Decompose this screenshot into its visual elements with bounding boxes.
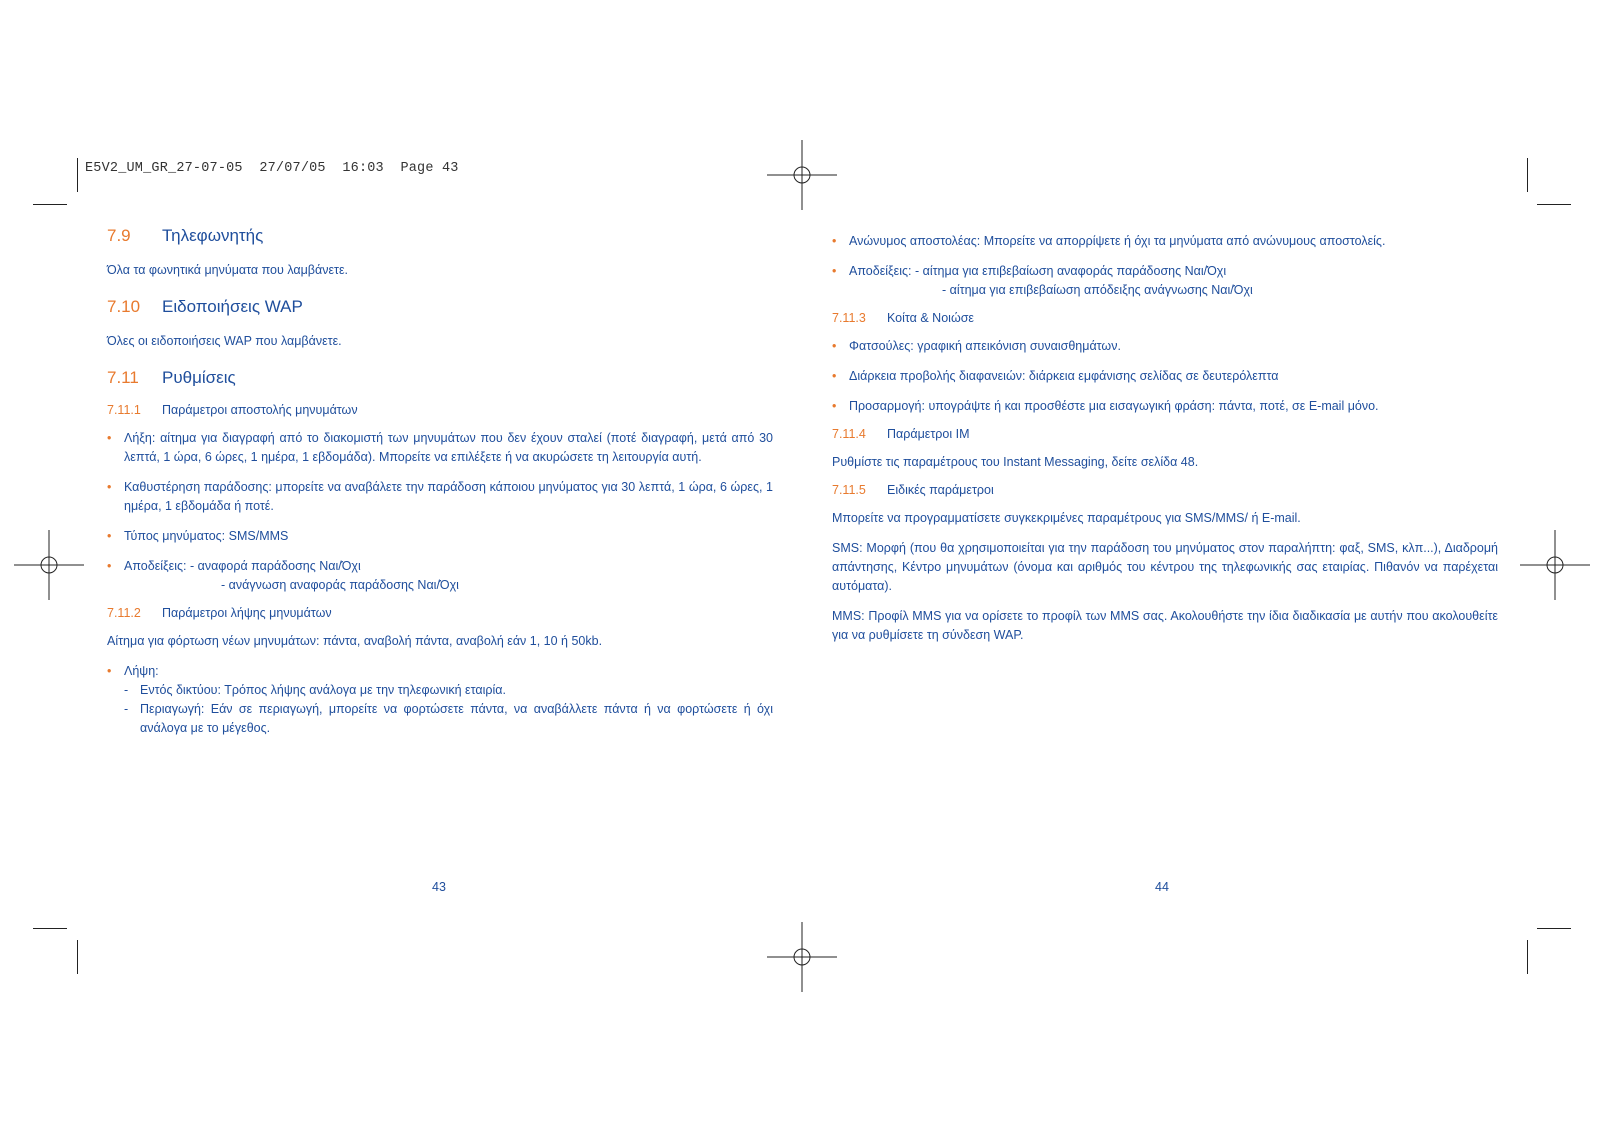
crop-mark [77,158,78,192]
page-number: 44 [1155,880,1169,894]
dash-item: - Εντός δικτύου: Τρόπος λήψης ανάλογα με την τηλεφωνική εταιρία. [107,681,773,700]
bullet-item: • Φατσούλες: γραφική απεικόνιση συναισθημάτων. [832,337,1498,356]
dash-item: - Περιαγωγή: Εάν σε περιαγωγή, μπορείτε να φορτώσετε πάντα, να αναβάλλετε πάντα ή να φορτώσετε ή όχι ανάλογα με το μέγεθος. [107,700,773,738]
paragraph: Ρυθμίστε τις παραμέτρους του Instant Messaging, δείτε σελίδα 48. [832,455,1199,469]
left-page-column [107,226,773,738]
paragraph: Αίτημα για φόρτωση νέων μηνυμάτων: πάντα, αναβολή πάντα, αναβολή εάν 1, 10 ή 50kb. [107,634,603,648]
paragraph: Όλες οι ειδοποιήσεις WAP που λαμβάνετε. [107,334,342,348]
registration-mark [767,922,837,992]
subsection-heading: 7.11.2 Παράμετροι λήψης μηνυμάτων [107,606,332,620]
print-slug: E5V2_UM_GR_27-07-05 27/07/05 16:03 Page 43 [85,161,459,176]
crop-mark [33,204,67,205]
bullet-item: • Τύπος μηνύματος: SMS/MMS [107,527,773,546]
right-page-column [832,232,1498,656]
section-heading: 7.11 Ρυθμίσεις [107,368,236,387]
subsection-heading: 7.11.1 Παράμετροι αποστολής μηνυμάτων [107,403,358,417]
crop-mark [1527,940,1528,974]
registration-mark [1520,530,1590,600]
paragraph: Όλα τα φωνητικά μηνύματα που λαμβάνετε. [107,263,349,277]
paragraph: Μπορείτε να προγραμματίσετε συγκεκριμένες παραμέτρους για SMS/MMS/ ή E-mail. [832,511,1301,525]
crop-mark [77,940,78,974]
registration-mark [14,530,84,600]
bullet-item: • Προσαρμογή: υπογράψτε ή και προσθέστε μια εισαγωγική φράση: πάντα, ποτέ, σε E-mail μόνο. [832,397,1498,416]
bullet-item: • Διάρκεια προβολής διαφανειών: διάρκεια εμφάνισης σελίδας σε δευτερόλεπτα [832,367,1498,386]
page-number: 43 [432,880,446,894]
section-heading: 7.9 Τηλεφωνητής [107,226,264,245]
crop-mark [33,928,67,929]
bullet-item [832,262,1498,300]
section-heading: 7.10 Ειδοποιήσεις WAP [107,297,303,316]
bullet-item: • Ανώνυμος αποστολέας: Μπορείτε να απορρίψετε ή όχι τα μηνύματα από ανώνυμους αποστολείς. [832,232,1498,251]
bullet-line: - αίτημα για επιβεβαίωση απόδειξης ανάγνωσης Ναι/Όχι [942,283,1253,297]
bullet-item: • Λήψη: [107,662,773,681]
bullet-line: Αποδείξεις: - αίτημα για επιβεβαίωση αναφοράς παράδοσης Ναι/Όχι [849,264,1227,278]
paragraph: SMS: Μορφή (που θα χρησιμοποιείται για την παράδοση του μηνύματος στον παραλήπτη: φαξ, SMS, κλπ...), Διαδρομή απάντησης, Κέντρο μηνυμάτων (όνομα και αριθμός του κέντρου της τηλεφωνικής σας εταιρίας. Πιθανόν να παρέχεται αυτόματα). [832,541,1498,593]
subsection-heading: 7.11.4 Παράμετροι IM [832,427,970,441]
bullet-item: • Λήξη: αίτημα για διαγραφή από το διακομιστή των μηνυμάτων που δεν έχουν σταλεί (ποτέ διαγραφή, μετά από 30 λεπτά, 1 ώρα, 6 ώρες, 1 ημέρα, 1 εβδομάδα). Μπορείτε να επιλέξετε ή να ακυρώσετε τη λειτουργία αυτή. [107,429,773,467]
bullet-item: • Καθυστέρηση παράδοσης: μπορείτε να αναβάλετε την παράδοση κάποιου μηνύματος για 30 λεπτά, 1 ώρα, 6 ώρες, 1 ημέρα, 1 εβδομάδα ή ποτέ. [107,478,773,516]
bullet-item [107,557,773,595]
bullet-line: - ανάγνωση αναφοράς παράδοσης Ναι/Όχι [221,578,459,592]
crop-mark [1537,204,1571,205]
bullet-line: Αποδείξεις: - αναφορά παράδοσης Ναι/Όχι [124,559,361,573]
subsection-heading: 7.11.3 Κοίτα & Νοιώσε [832,311,974,325]
crop-mark [1527,158,1528,192]
paragraph: MMS: Προφίλ MMS για να ορίσετε το προφίλ των MMS σας. Ακολουθήστε την ίδια διαδικασία με αυτήν που ακολουθείτε για να ρυθμίσετε τη σύνδεση WAP. [832,609,1498,642]
crop-mark [1537,928,1571,929]
subsection-heading: 7.11.5 Ειδικές παράμετροι [832,483,994,497]
registration-mark [767,140,837,210]
